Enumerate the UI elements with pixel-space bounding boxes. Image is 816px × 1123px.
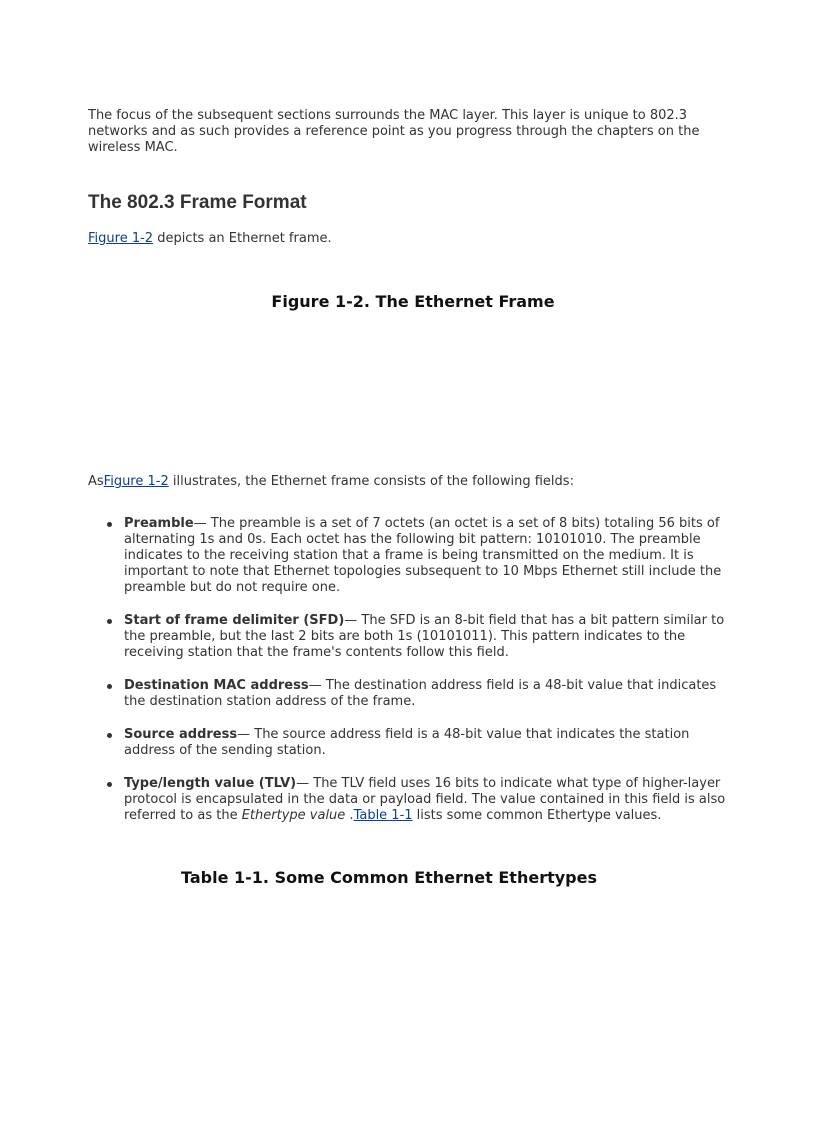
table-1-1-link[interactable]: Table 1-1 (353, 808, 413, 823)
frame-fields-list (88, 516, 738, 824)
field-description: The TLV field uses 16 bits to indicate what type of higher-layer protocol is encapsulated in the data or payload field. The value contained in this field is also referred to as the (124, 776, 726, 823)
field-description-end: lists some common Ethertype values. (412, 808, 662, 823)
figure-reference-paragraph (88, 231, 738, 247)
fields-intro-paragraph (88, 474, 738, 490)
bullet-icon (107, 522, 112, 527)
document-page (88, 108, 738, 888)
field-description: The preamble is a set of 7 octets (an octet is a set of 8 bits) totaling 56 bits of alternating 1s and 0s. Each octet has the following bit pattern: 10101010. The preamble indicates to the receiving station that a frame is being transmitted on the medium. It is important to note that Ethernet topologies subsequent to 10 Mbps Ethernet still include the preamble but do not require one. (124, 516, 722, 595)
field-description: The SFD is an 8-bit field that has a bit pattern similar to the preamble, but the last 2 bits are both 1s (10101011). This pattern indicates to the receiving station that the frame's contents follow this field. (124, 613, 725, 660)
field-description: The source address field is a 48-bit value that indicates the station address of the sending station. (124, 727, 690, 758)
figure-title: Figure 1-2. The Ethernet Frame (271, 292, 555, 311)
field-description: The destination address field is a 48-bit value that indicates the destination station address of the frame. (124, 678, 717, 709)
field-dash: — (193, 516, 211, 531)
fields-intro-text: illustrates, the Ethernet frame consists of the following fields: (168, 474, 574, 489)
list-item-preamble (124, 516, 738, 596)
field-description-cont: . (345, 808, 354, 823)
figure-image-placeholder (88, 312, 738, 474)
figure-1-2-link[interactable]: Figure 1-2 (88, 231, 154, 246)
bullet-icon (107, 733, 112, 738)
list-item-sfd (124, 613, 738, 661)
field-dash: — (296, 776, 314, 791)
section-heading: The 802.3 Frame Format (88, 192, 307, 213)
intro-paragraph: The focus of the subsequent sections surrounds the MAC layer. This layer is unique to 802.3 networks and as such provides a reference point as you progress through the chapters on the wireless MAC. (88, 108, 700, 155)
bullet-icon (107, 684, 112, 689)
field-dash: — (344, 613, 362, 628)
field-dash: — (308, 678, 326, 693)
ethertype-emphasis: Ethertype value (241, 808, 346, 823)
field-term: Preamble (124, 516, 194, 531)
table-title: Table 1-1. Some Common Ethernet Ethertypes (181, 868, 597, 887)
field-term: Start of frame delimiter (SFD) (124, 613, 345, 628)
figure-reference-text: depicts an Ethernet frame. (153, 231, 332, 246)
field-term: Type/length value (TLV) (124, 776, 297, 791)
bullet-icon (107, 782, 112, 787)
bullet-icon (107, 619, 112, 624)
field-term: Destination MAC address (124, 678, 309, 693)
figure-1-2-link-inline[interactable]: Figure 1-2 (103, 474, 169, 489)
fields-intro-prefix: As (88, 474, 104, 489)
field-term: Source address (124, 727, 238, 742)
list-item-tlv (124, 776, 738, 824)
list-item-source-address (124, 727, 738, 759)
field-dash: — (237, 727, 255, 742)
list-item-destination-mac (124, 678, 738, 710)
